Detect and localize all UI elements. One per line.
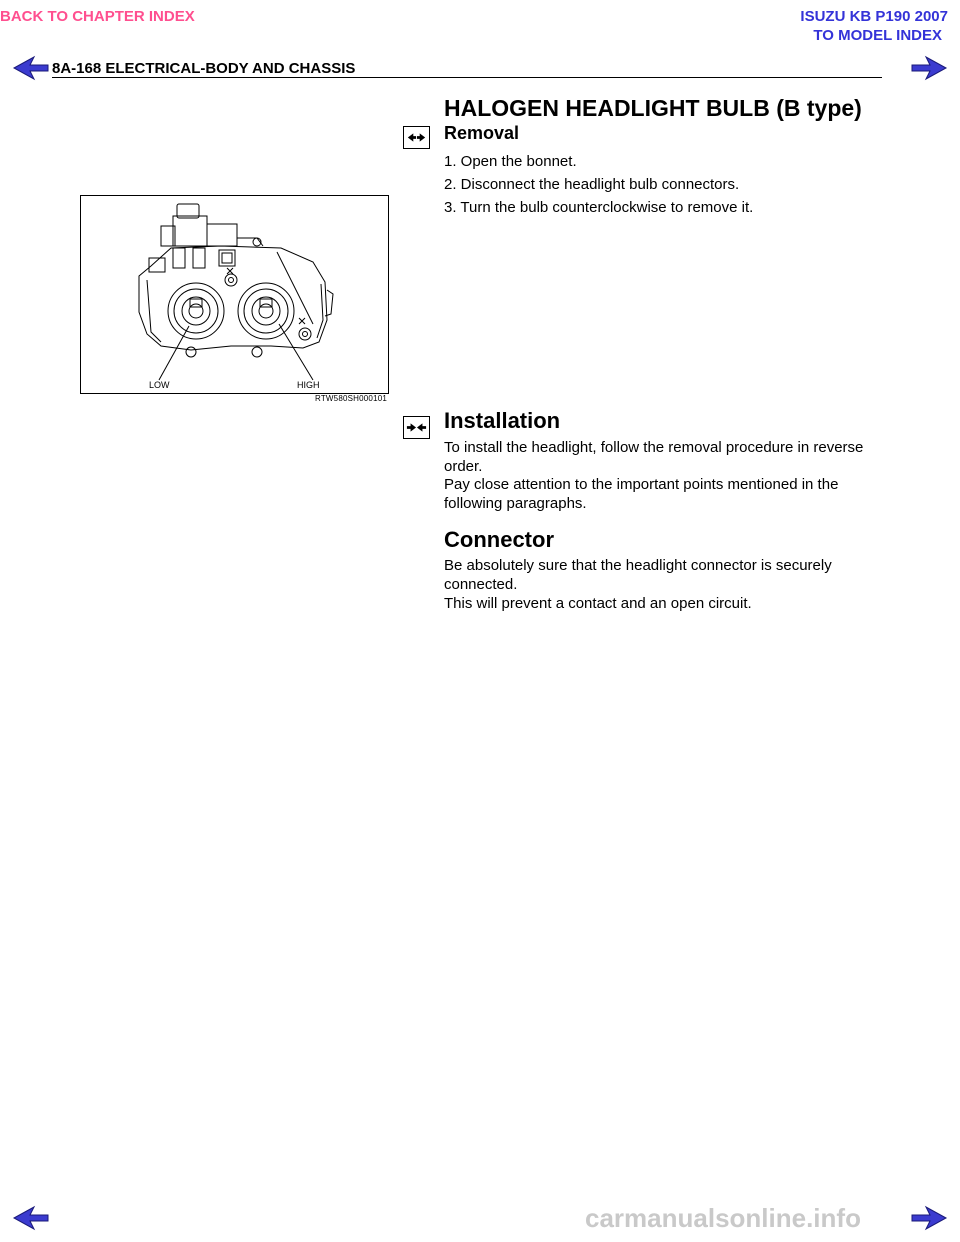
back-to-chapter-link[interactable]: BACK TO CHAPTER INDEX	[0, 8, 195, 25]
removal-heading: Removal	[444, 123, 520, 143]
removal-icon	[403, 126, 430, 149]
model-index-link[interactable]: TO MODEL INDEX	[813, 27, 942, 44]
installation-paragraph-2: Pay close attention to the important points mentioned in the following paragraphs.	[444, 476, 839, 512]
connector-paragraph-1: Be absolutely sure that the headlight connector is securely connected.	[444, 557, 832, 593]
watermark: carmanualsonline.info	[585, 1203, 861, 1233]
headlight-figure	[80, 195, 389, 394]
next-page-arrow-icon[interactable]	[910, 55, 948, 81]
section-title: HALOGEN HEADLIGHT BULB (B type)	[444, 95, 862, 121]
removal-step-1: 1. Open the bonnet.	[444, 153, 577, 170]
installation-icon	[403, 416, 430, 439]
low-beam-label: LOW	[149, 380, 170, 390]
headlight-illustration	[81, 196, 388, 393]
figure-code: RTW580SH000101	[315, 394, 388, 403]
model-title-link[interactable]: ISUZU KB P190 2007	[800, 8, 948, 25]
installation-heading: Installation	[444, 408, 561, 433]
footer-next-page-arrow-icon[interactable]	[910, 1205, 948, 1231]
connector-paragraph-2: This will prevent a contact and an open circuit.	[444, 595, 752, 612]
previous-page-arrow-icon[interactable]	[12, 55, 50, 81]
installation-paragraph-1: To install the headlight, follow the removal procedure in reverse order.	[444, 439, 864, 475]
removal-step-3: 3. Turn the bulb counterclockwise to remove it.	[444, 199, 754, 216]
page-header-title: 8A-168 ELECTRICAL-BODY AND CHASSIS	[52, 60, 356, 77]
connector-heading: Connector	[444, 527, 554, 552]
removal-step-2: 2. Disconnect the headlight bulb connectors.	[444, 176, 740, 193]
footer-previous-page-arrow-icon[interactable]	[12, 1205, 50, 1231]
header-divider	[52, 77, 882, 78]
high-beam-label: HIGH	[297, 380, 320, 390]
